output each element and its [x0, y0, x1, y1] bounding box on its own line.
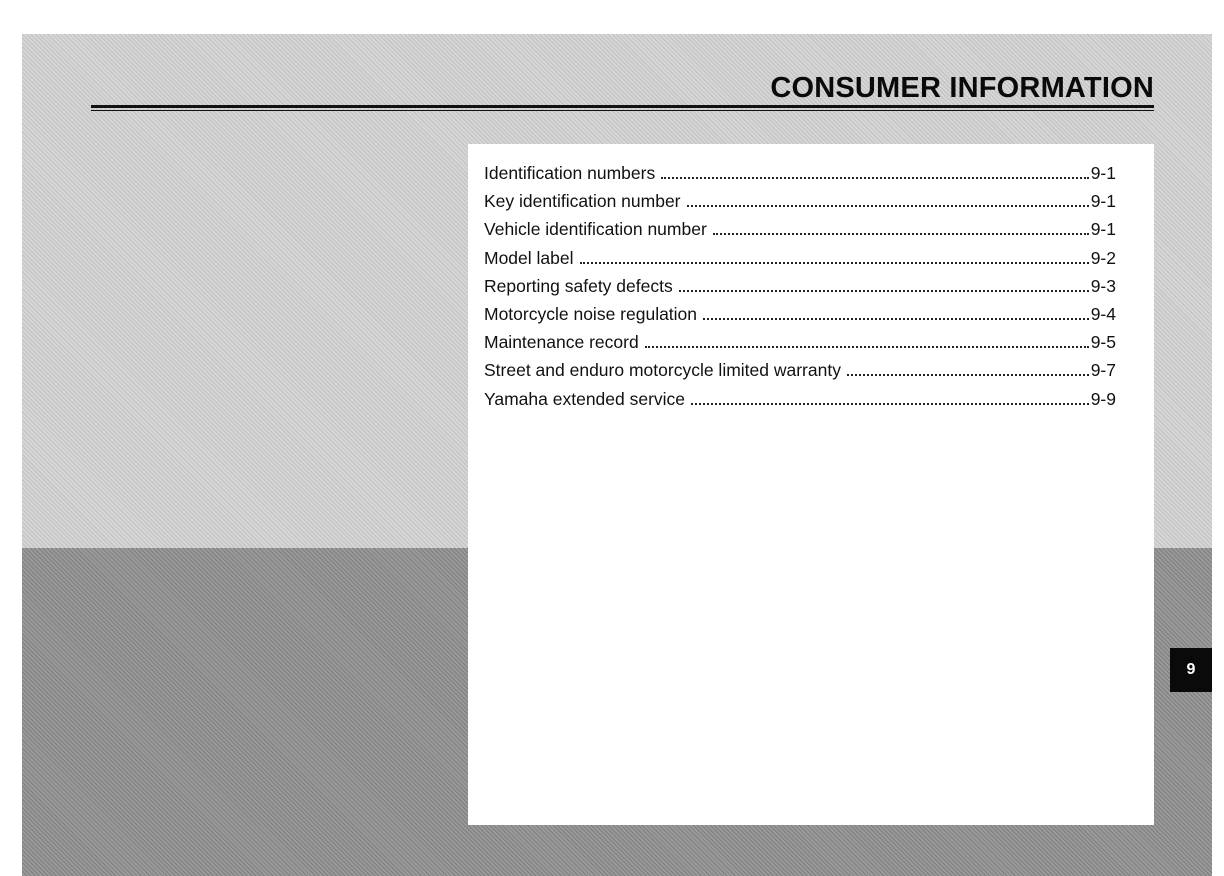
toc-entry-page: 9-5: [1090, 332, 1116, 353]
toc-entry-yamaha-extended-service[interactable]: [484, 385, 1116, 413]
toc-entry-vehicle-identification-number[interactable]: [484, 215, 1116, 243]
dot-leader: [691, 402, 1089, 405]
toc-entry-page: 9-1: [1090, 163, 1116, 183]
toc-entry-page: 9-9: [1090, 388, 1116, 409]
dot-leader: [703, 317, 1089, 320]
toc-entry-title: Motorcycle noise regulation: [484, 303, 698, 324]
dot-leader: [661, 176, 1088, 179]
toc-entry-model-label[interactable]: [484, 244, 1116, 272]
dot-leader: [645, 345, 1089, 348]
toc-entry-limited-warranty[interactable]: [484, 356, 1116, 384]
toc-entry-page: 9-7: [1090, 360, 1116, 381]
toc-entry-title: Model label: [484, 247, 574, 268]
toc-entry-motorcycle-noise-regulation[interactable]: [484, 300, 1116, 328]
dot-leader: [847, 373, 1089, 376]
toc-entry-maintenance-record[interactable]: [484, 328, 1116, 356]
toc-entry-page: 9-4: [1090, 303, 1116, 324]
dot-leader: [679, 289, 1089, 292]
title-rule-thick: [91, 105, 1154, 108]
page-title: CONSUMER INFORMATION: [770, 72, 1154, 104]
toc-entry-title: Key identification number: [484, 191, 681, 212]
manual-page: [22, 34, 1212, 876]
toc-entry-title: Identification numbers: [484, 163, 656, 183]
toc-entry-page: 9-2: [1090, 247, 1116, 268]
dot-leader: [580, 261, 1089, 264]
chapter-tab[interactable]: [1170, 648, 1212, 692]
toc-entry-title: Yamaha extended service: [484, 388, 686, 409]
toc-entry-page: 9-1: [1090, 191, 1116, 212]
toc-entry-reporting-safety-defects[interactable]: [484, 272, 1116, 300]
toc-entry-page: 9-3: [1090, 275, 1116, 296]
toc-entry-title: Street and enduro motorcycle limited warranty: [484, 360, 841, 381]
toc-entry-identification-numbers[interactable]: [484, 159, 1116, 187]
toc-entry-title: Reporting safety defects: [484, 275, 673, 296]
dot-leader: [687, 204, 1089, 207]
title-rule-thin: [91, 110, 1154, 111]
toc-entry-page: 9-1: [1090, 219, 1116, 240]
chapter-tab-label: 9: [1186, 661, 1196, 678]
toc-entry-title: Vehicle identification number: [484, 219, 707, 240]
toc-entry-title: Maintenance record: [484, 332, 639, 353]
dot-leader: [713, 232, 1089, 235]
toc-entry-key-identification-number[interactable]: [484, 187, 1116, 215]
table-of-contents: [484, 159, 1116, 413]
toc-panel: [468, 144, 1154, 825]
